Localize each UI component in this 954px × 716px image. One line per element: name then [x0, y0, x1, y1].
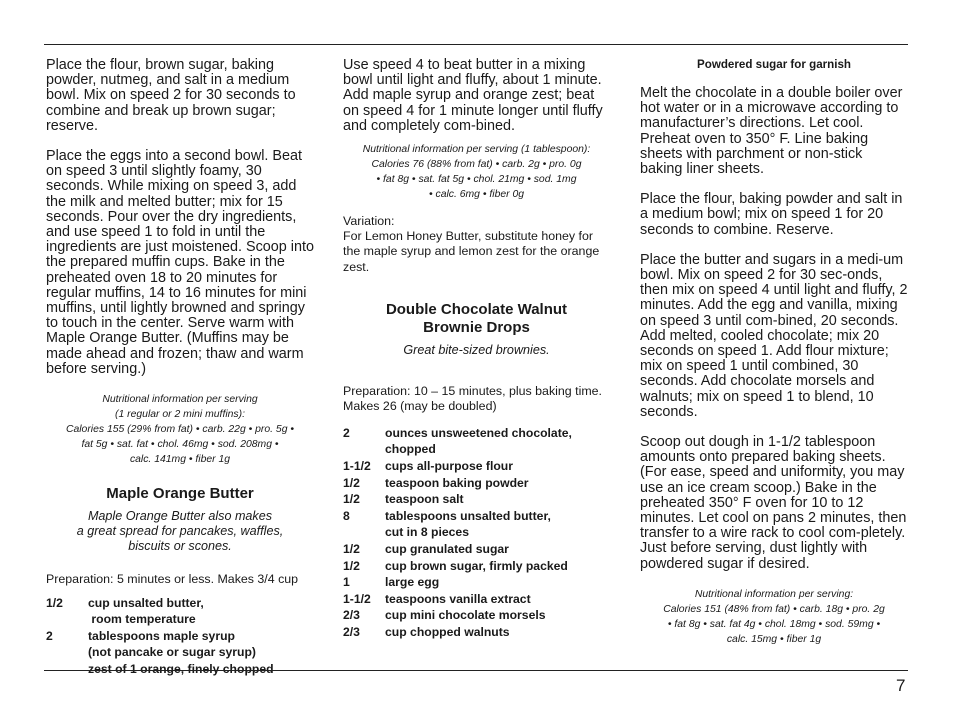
brownie-step-3: Place the butter and sugars in a medi-um bowl. Mix on speed 2 for 30 sec-onds, then mix on speed 4 until light and fluffy, 2 minutes. Add the egg and vanilla, mixing on speed 3 until com-bined, 20 seconds. Add melted, cooled chocolate; mix 20 seconds on speed 1. Add flour mixture; mix on speed 1 until combined, 30 seconds. Add chocolate morsels and walnuts; mix on speed 1 to blend, 10 seconds. — [640, 251, 908, 420]
ingredient-row — [343, 524, 610, 541]
nutrition-line: Calories 76 (88% from fat) • carb. 2g • pro. 0g — [371, 159, 582, 171]
muffin-step-1: Place the flour, brown sugar, baking powder, nutmeg, and salt in a medium bowl. Mix on speed 2 for 30 seconds to combine and break up brown sugar; reserve. — [46, 57, 296, 134]
ingredient-item: tablespoons maple syrup — [88, 628, 235, 643]
ingredient-qty — [343, 524, 385, 541]
ingredient-row — [46, 644, 314, 661]
column-2 — [343, 58, 610, 641]
ingredient-row — [343, 574, 610, 591]
ingredient-item: cup granulated sugar — [385, 541, 509, 556]
ingredient-row — [343, 591, 610, 608]
ingredient-row — [343, 607, 610, 624]
bottom-rule — [44, 670, 908, 671]
nutrition-line: calc. 15mg • fiber 1g — [726, 633, 822, 645]
recipe-title-brownie-drops — [343, 301, 610, 337]
ingredient-item: room temperature — [88, 612, 196, 627]
ingredient-qty: 1/2 — [343, 492, 360, 507]
ingredient-item: cup unsalted butter, — [88, 595, 204, 610]
ingredient-row — [343, 491, 610, 508]
ingredient-item: cup chopped walnuts — [385, 624, 510, 639]
ingredient-qty: 1/2 — [343, 475, 360, 490]
nutrition-line: (1 regular or 2 mini muffins): — [115, 409, 245, 421]
recipe-subtitle — [46, 509, 314, 554]
nutrition-line: • fat 8g • sat. fat 4g • chol. 18mg • sod. 59mg • — [667, 618, 881, 630]
brownie-nutrition — [640, 587, 908, 647]
nutrition-line: Nutritional information per serving — [102, 394, 258, 406]
subtitle-line: biscuits or scones. — [128, 539, 232, 554]
title-line: Double Chocolate Walnut — [385, 300, 568, 318]
ingredient-qty: 2 — [46, 628, 53, 643]
ingredient-qty: 1 — [343, 575, 350, 590]
top-rule — [44, 44, 908, 45]
ingredient-qty: 2 — [343, 425, 350, 440]
brownie-step-1: Melt the chocolate in a double boiler over hot water or in a microwave according to manufacturer’s directions. Let cool. Preheat oven to 350° F. Line baking sheets with parchment or non-stick baking liner sheets. — [640, 85, 903, 178]
variation-label: Variation: — [343, 214, 395, 229]
brownie-step-4: Scoop out dough in 1-1/2 tablespoon amounts onto prepared baking sheets. (For ease, speed and uniformity, you may use an ice cream scoop.) Bake in the preheated 350° F oven for 10 to 12 minutes. Let cool on pans 2 minutes, then transfer to a wire rack to cool com-pletely. Just before serving, dust lightly with powdered sugar if desired. — [640, 434, 907, 572]
ingredient-qty — [46, 644, 88, 661]
ingredient-qty: 1/2 — [343, 541, 360, 556]
variation-text: For Lemon Honey Butter, substitute honey for the maple syrup and lemon zest for the orange zest. — [343, 229, 600, 274]
ingredient-row — [343, 441, 610, 458]
ingredient-item: large egg — [385, 575, 440, 590]
ingredient-row — [46, 595, 314, 612]
ingredient-row — [343, 558, 610, 575]
recipe-subtitle: Great bite-sized brownies. — [403, 342, 550, 357]
ingredient-item: teaspoons vanilla extract — [385, 591, 531, 606]
ingredient-row — [343, 458, 610, 475]
ingredient-item: (not pancake or sugar syrup) — [88, 645, 256, 660]
ingredient-qty — [343, 441, 385, 458]
ingredient-list — [343, 425, 610, 641]
ingredient-item: cups all-purpose flour — [385, 459, 513, 474]
ingredient-qty: 8 — [343, 508, 350, 523]
ingredient-item: cup mini chocolate morsels — [385, 608, 546, 623]
nutrition-line: Nutritional information per serving: — [694, 588, 854, 600]
ingredient-qty: 2/3 — [343, 608, 360, 623]
title-line: Brownie Drops — [423, 318, 530, 336]
ingredient-row — [343, 541, 610, 558]
ingredient-qty: 1/2 — [343, 558, 360, 573]
ingredient-list — [46, 595, 314, 678]
subtitle-line: a great spread for pancakes, waffles, — [76, 524, 284, 539]
nutrition-line: calc. 141mg • fiber 1g — [129, 454, 231, 466]
ingredient-item: zest of 1 orange, finely chopped — [88, 661, 274, 676]
nutrition-line: • calc. 6mg • fiber 0g — [428, 189, 525, 201]
nutrition-line: Nutritional information per serving (1 tablespoon): — [362, 144, 591, 156]
ingredient-qty: 2/3 — [343, 624, 360, 639]
recipe-title-maple-orange-butter: Maple Orange Butter — [106, 485, 254, 503]
ingredient-qty: 1-1/2 — [343, 591, 371, 606]
subtitle-line: Maple Orange Butter also makes — [87, 509, 273, 524]
ingredient-row — [343, 508, 610, 525]
butter-method: Use speed 4 to beat butter in a mixing bowl until light and fluffy, about 1 minute. Add maple syrup and orange zest; beat on speed 4 for 1 minute longer until fluffy and completely com-bined. — [343, 57, 603, 134]
ingredient-item: teaspoon salt — [385, 492, 464, 507]
prep-line: Preparation: 10 – 15 minutes, plus baking time. — [343, 383, 602, 398]
ingredient-row — [46, 628, 314, 645]
muffin-step-2: Place the eggs into a second bowl. Beat on speed 3 until slightly foamy, 30 seconds. While mixing on speed 3, add the milk and melted butter; mix for 15 seconds. Pour over the dry ingredients, and use speed 1 to fold in until the ingredients are just moistened. Scoop into the prepared muffin cups. Bake in the preheated oven 18 to 20 minutes for regular muffins, 14 to 16 minutes for mini muffins, until lightly browned and springy to touch in the center. Serve warm with Maple Orange Butter. (Muffins may be made ahead and frozen; thaw and warm before serving.) — [46, 148, 314, 377]
ingredient-qty — [46, 611, 88, 628]
ingredient-qty: 1-1/2 — [343, 459, 371, 474]
column-1 — [46, 58, 314, 678]
nutrition-line: fat 5g • sat. fat • chol. 46mg • sod. 208mg • — [81, 439, 279, 451]
page-number: 7 — [896, 676, 906, 695]
prep-line: Makes 26 (may be doubled) — [343, 399, 497, 414]
ingredient-item: teaspoon baking powder — [385, 475, 529, 490]
ingredient-item: chopped — [385, 442, 436, 457]
ingredient-item: ounces unsweetened chocolate, — [385, 425, 572, 440]
ingredient-item: cup brown sugar, firmly packed — [385, 558, 568, 573]
ingredient-qty: 1/2 — [46, 595, 63, 610]
nutrition-line: • fat 8g • sat. fat 5g • chol. 21mg • sod. 1mg — [376, 174, 577, 186]
ingredient-row — [343, 624, 610, 641]
brownie-step-2: Place the flour, baking powder and salt in a medium bowl; mix on speed 1 for 20 seconds to combine. Reserve. — [640, 191, 903, 238]
ingredient-item: tablespoons unsalted butter, — [385, 508, 551, 523]
nutrition-line: Calories 151 (48% from fat) • carb. 18g • pro. 2g — [663, 603, 885, 615]
ingredient-row — [343, 475, 610, 492]
muffin-nutrition — [46, 392, 314, 467]
column-3 — [640, 58, 908, 665]
butter-nutrition — [343, 142, 610, 202]
nutrition-line: Calories 155 (29% from fat) • carb. 22g • pro. 5g • — [65, 424, 295, 436]
ingredient-row — [343, 425, 610, 442]
preparation-info: Preparation: 5 minutes or less. Makes 3/4 cup — [46, 572, 299, 587]
preparation-info — [343, 384, 610, 415]
ingredient-row — [46, 611, 314, 628]
ingredient-item: cut in 8 pieces — [385, 525, 469, 540]
garnish-ingredient: Powdered sugar for garnish — [697, 58, 851, 71]
